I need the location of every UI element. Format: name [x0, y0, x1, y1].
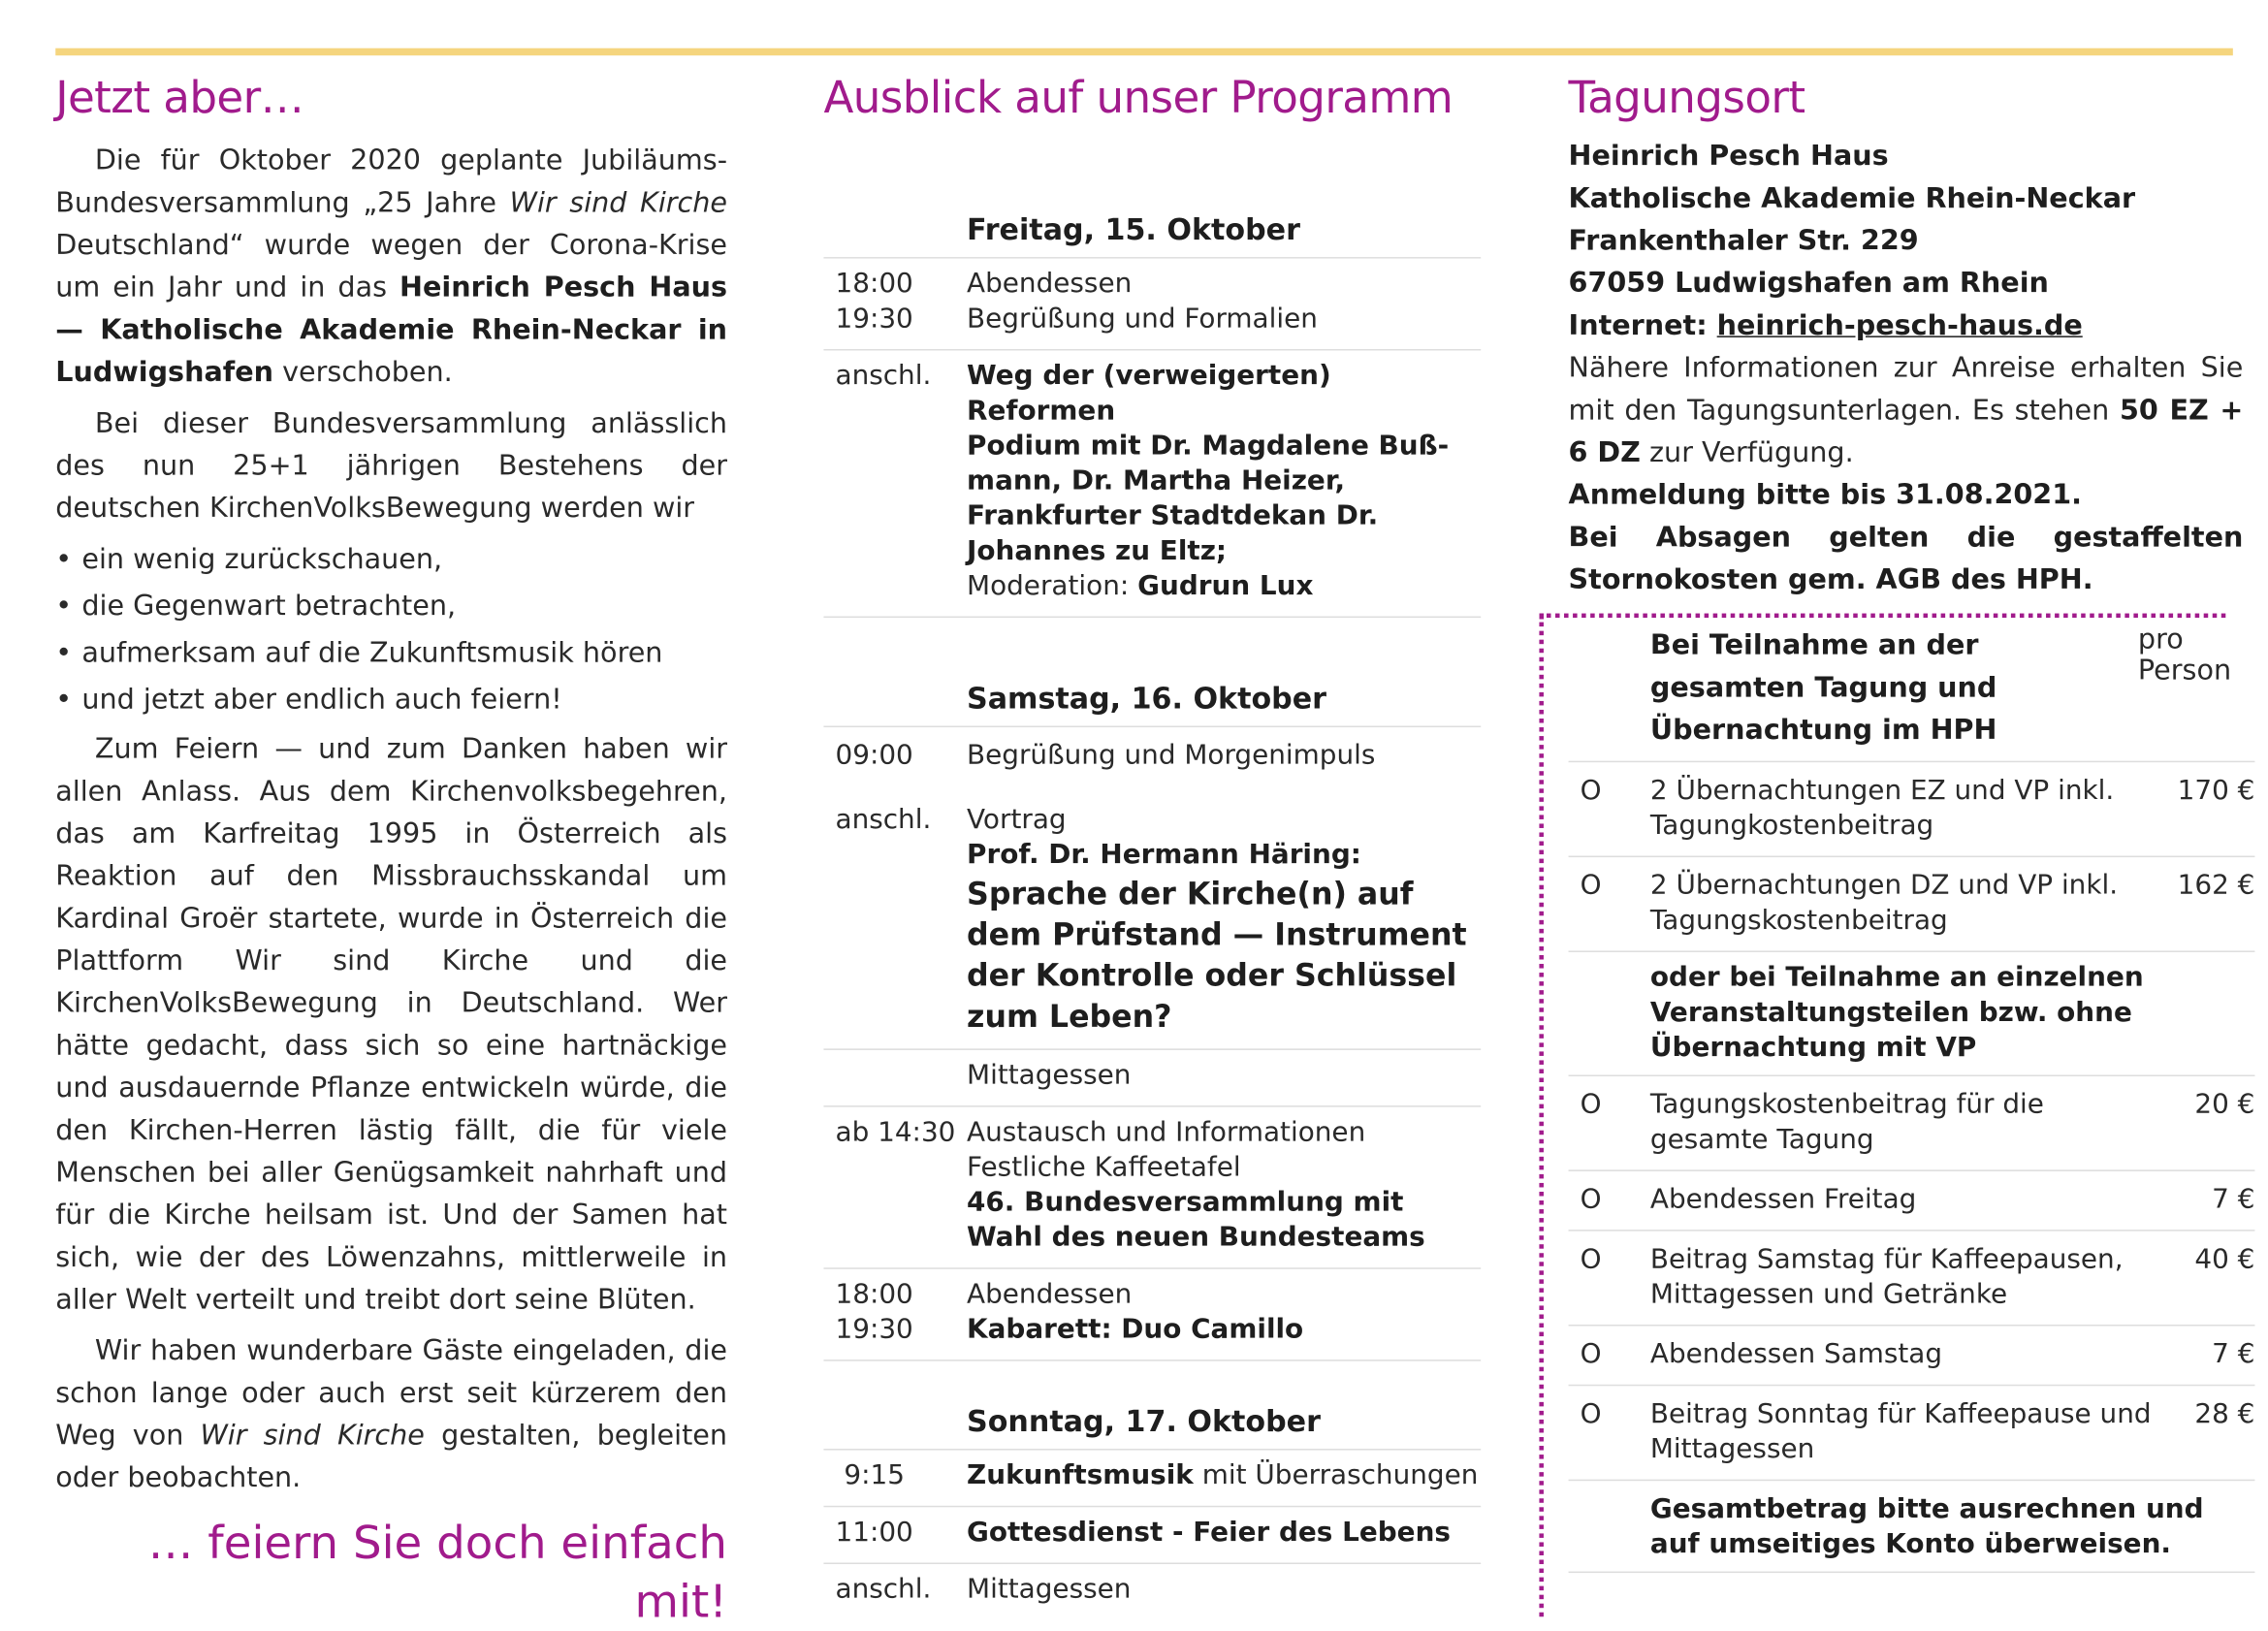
list-item: • ein wenig zurückschauen, — [55, 536, 727, 583]
checkbox[interactable]: O — [1580, 1184, 1602, 1216]
text: gestalten, begleiten oder beobachten. — [55, 1419, 728, 1494]
per-person-label: pro Person — [2137, 624, 2232, 687]
program-desc — [967, 1459, 1481, 1494]
website-link[interactable]: heinrich-pesch-haus.de — [1716, 309, 2083, 342]
program-assembly: 46. Bundesversammlung mit Wahl des neuen Bundesteams — [967, 1187, 1425, 1254]
program-cabaret: Kabarett: Duo Camillo — [967, 1314, 1304, 1346]
moderation-label: Moderation: — [967, 570, 1138, 602]
text: Deutschland“ wurde wegen der Corona-Krise um ein Jahr und in das — [55, 229, 728, 304]
text-emphasis: Wir sind Kirche — [509, 186, 728, 219]
program-time: 11:00 — [835, 1517, 913, 1549]
dotted-border-top — [1539, 614, 2225, 619]
program-row — [823, 727, 1481, 794]
program-desc — [967, 1516, 1481, 1551]
text-emphasis: Wir sind Kirche — [200, 1419, 425, 1453]
text: Nähere Informationen zur Anreise erhalten Sie mit den Tagungsunterlagen. Es stehen — [1568, 351, 2244, 427]
program-podium: Podium mit Dr. Magdalene Buß-mann, Dr. Martha Heizer, Frankfurter Stadtdekan Dr. Johannes zu Eltz; — [967, 431, 1450, 567]
venue-column — [1569, 73, 2244, 601]
list-item: • und jetzt aber endlich auch feiern! — [55, 676, 727, 722]
venue-name: Heinrich Pesch Haus — [1568, 140, 1889, 173]
price-label: 2 Übernachtungen EZ und VP inkl. Tagungkostenbeitrag — [1649, 775, 2115, 842]
venue-street: Frankenthaler Str. 229 — [1568, 224, 1919, 258]
price-value: 7 € — [2212, 1339, 2255, 1370]
program-bold: Gottesdienst - Feier des Lebens — [967, 1517, 1452, 1549]
program-text: Austausch und Informationen Festliche Kaffeetafel — [967, 1117, 1366, 1183]
price-label: Beitrag Samstag für Kaffeepausen, Mittagessen und Getränke — [1649, 1244, 2124, 1310]
checkbox[interactable]: O — [1580, 775, 1602, 807]
price-value: 40 € — [2194, 1244, 2255, 1275]
program-time: anschl. — [835, 361, 932, 392]
program-time: ab 14:30 — [835, 1117, 956, 1148]
intro-paragraph-3: Zum Feiern — und zum Danken haben wir allen Anlass. Aus dem Kirchenvolksbegehren, das am Karfreitag 1995 in Österreich als Reaktion auf den Missbrauchsskandal um Kardinal Groër startete, wurde in Österreich die Plattform Wir sind Kirche und die KirchenVolksBewegung in Deutschland. Wer hätte gedacht, dass sich so eine hartnäckige und ausdauernde Pflanze entwickeln würde, die den Kirchen-Herren lästig fällt, die für viele Menschen bei aller Genügsamkeit nahrhaft und für die Kirche heilsam ist. Und der Samen hat sich, wie der des Löwenzahns, mittlerweile in aller Welt verteilt und treibt dort seine Blüten. — [55, 733, 728, 1316]
price-header — [1569, 625, 2255, 763]
price-label: Tagungskostenbeitrag für die gesamte Tagung — [1649, 1089, 2044, 1156]
program-text: mit Überraschungen — [1193, 1460, 1479, 1491]
price-label: 2 Übernachtungen DZ und VP inkl. Tagungskostenbeitrag — [1649, 870, 2119, 937]
price-row — [1569, 1231, 2255, 1327]
program-row — [823, 1507, 1481, 1564]
program-time: 18:00 19:30 — [835, 1279, 913, 1346]
program-title: Weg der (verweigerten) Reformen — [967, 361, 1331, 427]
lecture-label: Vortrag — [967, 804, 1067, 836]
checkbox[interactable]: O — [1580, 1339, 1602, 1370]
program-time: 18:00 19:30 — [835, 269, 913, 335]
program-row — [823, 259, 1481, 351]
checkbox[interactable]: O — [1580, 1244, 1602, 1275]
price-label: Abendessen Freitag — [1649, 1184, 1917, 1216]
program-desc: Mittagessen — [967, 1574, 1132, 1606]
text: verschoben. — [273, 356, 453, 389]
program-desc: Abendessen Begrüßung und Formalien — [967, 269, 1318, 335]
price-header-label: Bei Teilnahme an der gesamten Tagung und Übernachtung im HPH — [1649, 629, 1997, 747]
price-row — [1569, 1076, 2255, 1171]
program-row — [823, 1564, 1481, 1619]
program-heading: Ausblick auf unser Programm — [823, 73, 1453, 125]
price-value: 162 € — [2177, 870, 2255, 902]
intro-bullet-list — [55, 536, 727, 723]
day-heading-sunday: Sonntag, 17. Oktober — [823, 1402, 1481, 1451]
intro-paragraph-4 — [55, 1330, 727, 1500]
program-time: anschl. — [835, 804, 932, 836]
price-label: Abendessen Samstag — [1649, 1339, 1943, 1370]
closing-line: … feiern Sie doch einfach mit! — [147, 1517, 728, 1629]
program-row — [823, 794, 1481, 1050]
program-row — [823, 350, 1481, 618]
price-row — [1569, 1327, 2255, 1387]
program-row — [823, 1269, 1481, 1361]
text-bold: Heinrich Pesch Haus — Katholische Akademie Rhein-Neckar in Ludwigshafen — [55, 272, 728, 389]
program-time: anschl. — [835, 1574, 932, 1606]
program-desc: Mittagessen — [967, 1060, 1132, 1092]
price-table — [1569, 625, 2255, 1573]
program-row — [823, 1107, 1481, 1269]
internet-label: Internet: — [1568, 309, 1717, 342]
top-rule — [55, 48, 2233, 56]
list-item: • die Gegenwart betrachten, — [55, 583, 727, 629]
price-subheading: oder bei Teilnahme an einzelnen Veranstaltungsteilen bzw. ohne Übernachtung mit VP — [1569, 952, 2255, 1076]
program-time: 09:00 — [835, 740, 913, 772]
total-note: Gesamtbetrag bitte ausrechnen und auf umseitiges Konto überweisen. — [1569, 1481, 2255, 1573]
program-text: Abendessen — [967, 1279, 1133, 1310]
intro-paragraph-2: Bei dieser Bundesversammlung anlässlich des nun 25+1 jährigen Bestehens der deutschen KirchenVolksBewegung werden wir — [55, 407, 728, 525]
program-column — [823, 73, 1481, 1619]
text: zur Verfügung. — [1640, 436, 1854, 469]
day-heading-saturday: Samstag, 16. Oktober — [823, 679, 1481, 727]
price-value: 170 € — [2177, 775, 2255, 807]
text: Wir haben wunderbare Gäste eingeladen, die schon lange oder auch erst seit kürzerem den Weg von — [55, 1334, 728, 1453]
program-desc — [967, 1278, 1481, 1348]
price-row — [1569, 857, 2255, 952]
price-label: Beitrag Sonntag für Kaffeepause und Mittagessen — [1649, 1398, 2152, 1465]
venue-city: 67059 Ludwigshafen am Rhein — [1568, 267, 2049, 300]
price-row — [1569, 1386, 2255, 1481]
checkbox[interactable]: O — [1580, 870, 1602, 902]
venue-info — [1569, 136, 2244, 601]
program-time: 9:15 — [835, 1460, 905, 1491]
list-item: • aufmerksam auf die Zukunftsmusik hören — [55, 629, 727, 676]
price-value: 28 € — [2194, 1398, 2255, 1430]
venue-org: Katholische Akademie Rhein-Neckar — [1568, 182, 2136, 215]
arrival-info — [1569, 347, 2244, 474]
program-time — [823, 1059, 967, 1094]
program-row — [823, 1451, 1481, 1508]
program-row — [823, 1050, 1481, 1107]
day-heading-friday: Freitag, 15. Oktober — [823, 210, 1481, 259]
program-desc — [967, 360, 1481, 605]
intro-column — [55, 73, 727, 1631]
lecture-title: Sprache der Kirche(n) auf dem Prüfstand — Instrument der Kontrolle oder Schlüssel zum Leben? — [967, 876, 1467, 1035]
venue-heading: Tagungsort — [1568, 73, 1805, 125]
price-value: 20 € — [2194, 1089, 2255, 1121]
moderator-name: Gudrun Lux — [1137, 570, 1314, 602]
text: Die für Oktober 2020 geplante Jubiläums-Bundesversammlung „25 Jahre — [55, 144, 728, 219]
registration-deadline: Anmeldung bitte bis 31.08.2021. — [1568, 479, 2082, 512]
cancellation-info: Bei Absagen gelten die gestaffelten Stornokosten gem. AGB des HPH. — [1568, 521, 2244, 596]
room-count: 50 EZ + 6 DZ — [1568, 394, 2244, 469]
checkbox[interactable]: O — [1580, 1398, 1602, 1430]
intro-paragraph-1 — [55, 141, 727, 395]
program-desc — [967, 1116, 1481, 1257]
lecture-speaker: Prof. Dr. Hermann Häring: — [967, 840, 1361, 871]
checkbox[interactable]: O — [1580, 1089, 1602, 1121]
spacer — [1569, 625, 1650, 752]
price-row — [1569, 1171, 2255, 1231]
price-value: 7 € — [2212, 1184, 2255, 1216]
dotted-border-left — [1539, 615, 1544, 1616]
program-desc: Begrüßung und Morgenimpuls — [967, 740, 1376, 772]
price-row — [1569, 762, 2255, 857]
program-desc — [967, 803, 1481, 1037]
program-bold: Zukunftsmusik — [967, 1460, 1194, 1491]
intro-heading: Jetzt aber… — [55, 73, 304, 125]
